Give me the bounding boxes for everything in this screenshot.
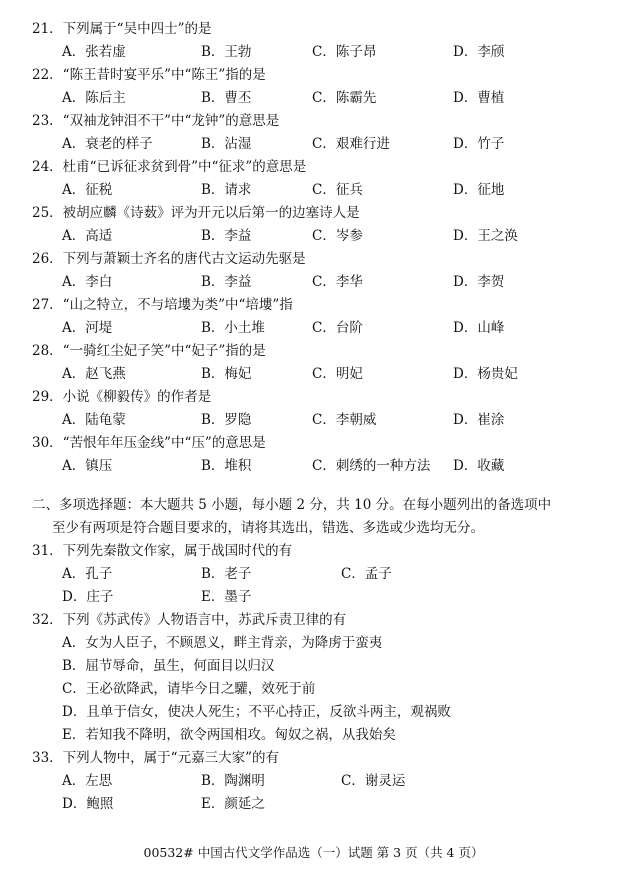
option-b: B．老子 xyxy=(201,566,252,582)
question-21: 21．下列属于“吴中四士”的是 xyxy=(32,21,212,37)
option-b: B．屈节辱命，虽生，何面目以归汉 xyxy=(62,658,275,674)
option-b: B．请求 xyxy=(201,182,252,198)
option-c: C．征兵 xyxy=(312,182,363,198)
question-30: 30．“苦恨年年压金线”中“压”的意思是 xyxy=(32,435,266,451)
question-23: 23．“双袖龙钟泪不干”中“龙钟”的意思是 xyxy=(32,113,280,129)
question-26: 26．下列与萧颖士齐名的唐代古文运动先驱是 xyxy=(32,251,306,267)
option-d: D．曹植 xyxy=(453,90,505,106)
option-a: A．高适 xyxy=(62,228,113,244)
question-33: 33．下列人物中，属于“元嘉三大家”的有 xyxy=(32,750,279,766)
option-a: A．女为人臣子，不顾恩义，畔主背亲，为降虏于蛮夷 xyxy=(62,635,383,651)
option-b: B．王勃 xyxy=(201,44,252,60)
option-b: B．梅妃 xyxy=(201,366,252,382)
option-a: A．左思 xyxy=(62,773,113,789)
question-32: 32．下列《苏武传》人物语言中，苏武斥责卫律的有 xyxy=(32,612,347,628)
option-b: B．李益 xyxy=(201,274,252,290)
section-2-instructions-cont: 至少有两项是符合题目要求的，请将其选出，错选、多选或少选均无分。 xyxy=(52,520,484,536)
option-c: C．李朝威 xyxy=(312,412,377,428)
option-a: A．赵飞燕 xyxy=(62,366,126,382)
option-a: A．镇压 xyxy=(62,458,113,474)
option-a: A．孔子 xyxy=(62,566,113,582)
question-25: 25．被胡应麟《诗薮》评为开元以后第一的边塞诗人是 xyxy=(32,205,360,221)
option-d: D．庄子 xyxy=(62,589,114,605)
option-d: D．王之涣 xyxy=(453,228,518,244)
page-footer: 00532# 中国古代文学作品选（一）试题 第 3 页（共 4 页） xyxy=(143,845,484,860)
option-c: C．陈子昂 xyxy=(312,44,377,60)
option-e: E．墨子 xyxy=(201,589,252,605)
option-c: C．艰难行进 xyxy=(312,136,390,152)
option-a: A．征税 xyxy=(62,182,113,198)
option-d: D．李贺 xyxy=(453,274,505,290)
question-27: 27．“山之特立，不与培塿为类”中“培塿”指 xyxy=(32,297,293,313)
section-2-instructions: 二、多项选择题：本大题共 5 小题，每小题 2 分，共 10 分。在每小题列出的备选项中 xyxy=(32,497,552,513)
option-a: A．衰老的样子 xyxy=(62,136,153,152)
question-22: 22．“陈王昔时宴平乐”中“陈王”指的是 xyxy=(32,67,266,83)
question-24: 24．杜甫“已诉征求贫到骨”中“征求”的意思是 xyxy=(32,159,307,175)
option-d: D．崔涂 xyxy=(453,412,505,428)
option-b: B．小土堆 xyxy=(201,320,265,336)
option-a: A．张若虚 xyxy=(62,44,126,60)
option-d: D．且单于信女，使决人死生；不平心持正，反欲斗两主，观祸败 xyxy=(62,704,451,720)
option-e: E．若知我不降明，欲令两国相攻。匈奴之祸，从我始矣 xyxy=(62,727,396,743)
option-c: C．孟子 xyxy=(341,566,392,582)
option-d: D．收藏 xyxy=(453,458,505,474)
option-d: D．山峰 xyxy=(453,320,505,336)
option-c: C．刺绣的一种方法 xyxy=(312,458,431,474)
option-e: E．颜延之 xyxy=(201,796,265,812)
option-c: C．王必欲降武，请毕今日之驩，效死于前 xyxy=(62,681,316,697)
option-d: D．李颀 xyxy=(453,44,505,60)
option-c: C．台阶 xyxy=(312,320,363,336)
option-b: B．曹丕 xyxy=(201,90,252,106)
question-28: 28．“一骑红尘妃子笑”中“妃子”指的是 xyxy=(32,343,266,359)
option-c: C．明妃 xyxy=(312,366,363,382)
option-a: A．李白 xyxy=(62,274,113,290)
option-a: A．陆龟蒙 xyxy=(62,412,126,428)
question-29: 29．小说《柳毅传》的作者是 xyxy=(32,389,212,405)
option-b: B．堆积 xyxy=(201,458,252,474)
option-b: B．沾湿 xyxy=(201,136,252,152)
option-c: C．陈霸先 xyxy=(312,90,377,106)
option-c: C．李华 xyxy=(312,274,363,290)
option-b: B．罗隐 xyxy=(201,412,252,428)
option-d: D．竹子 xyxy=(453,136,505,152)
option-a: A．陈后主 xyxy=(62,90,126,106)
option-a: A．河堤 xyxy=(62,320,113,336)
option-d: D．征地 xyxy=(453,182,505,198)
option-b: B．李益 xyxy=(201,228,252,244)
question-31: 31．下列先秦散文作家，属于战国时代的有 xyxy=(32,543,293,559)
option-c: C．谢灵运 xyxy=(341,773,406,789)
option-b: B．陶渊明 xyxy=(201,773,265,789)
option-d: D．鲍照 xyxy=(62,796,114,812)
option-c: C．岑参 xyxy=(312,228,363,244)
option-d: D．杨贵妃 xyxy=(453,366,518,382)
